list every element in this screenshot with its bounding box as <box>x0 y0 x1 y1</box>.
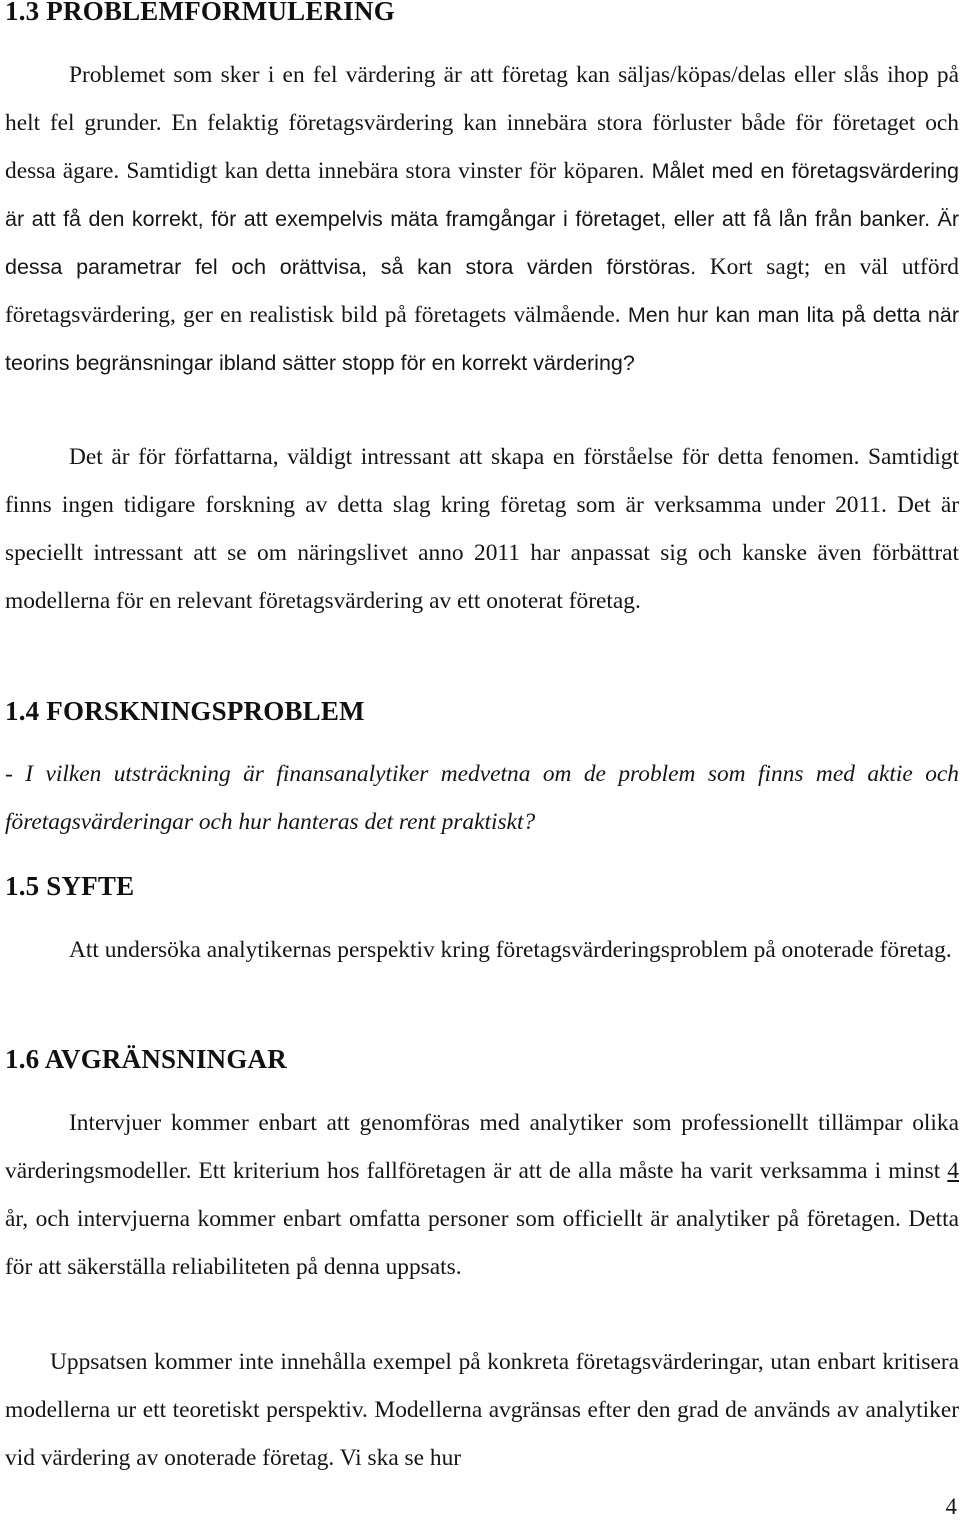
paragraph-avgransningar-2: Uppsatsen kommer inte innehålla exempel på konkreta företagsvärderingar, utan enbart kritisera modellerna ur ett teoretiskt perspektiv. Modellerna avgränsas efter den grad de används av analytiker vid värdering av onoterade företag. Vi ska se hur <box>5 1349 959 1471</box>
heading-syfte: 1.5 SYFTE <box>5 871 135 901</box>
paragraph-text-sans: Men hur kan man lita på detta när teorins begränsningar ibland sätter stopp för en korrekt värdering? <box>5 303 959 375</box>
paragraph-syfte: Att undersöka analytikernas perspektiv kring företagsvärderingsproblem på onoterade företag. <box>69 937 952 963</box>
heading-forskningsproblem: 1.4 FORSKNINGSPROBLEM <box>5 696 365 726</box>
paragraph-text-sans: Är dessa parametrar fel och orättvisa, så kan stora värden förstöras. <box>5 207 959 279</box>
heading-problemformulering: 1.3 PROBLEMFORMULERING <box>5 0 395 26</box>
paragraph-problemformulering-2: Det är för författarna, väldigt intressant att skapa en förståelse för detta fenomen. Samtidigt finns ingen tidigare forskning av detta slag kring företag som är verksamma under 2011. Det är speciellt intressant att se om näringslivet anno 2011 har anpassat sig och kanske även förbättrat modellerna för en relevant företagsvärdering av ett onoterat företag. <box>5 444 959 614</box>
paragraph-text: Kort sagt; en väl utförd företagsvärdering, ger en realistisk bild på företagets välmående. <box>5 254 960 328</box>
paragraph-avgransningar-1 <box>5 1099 959 1291</box>
paragraph-problemformulering-1 <box>5 51 959 387</box>
document-page <box>5 0 959 1522</box>
heading-avgransningar: 1.6 AVGRÄNSNINGAR <box>5 1044 287 1074</box>
underlined-number: 4 <box>947 1158 959 1184</box>
paragraph-text-sans: Målet med en företagsvärdering är att få den korrekt, för att exempelvis mäta framgångar i företaget, eller att få lån från banker. <box>5 159 959 231</box>
paragraph-text: år, och intervjuerna kommer enbart omfatta personer som officiellt är analytiker på företagen. Detta för att säkerställa reliabiliteten på denna uppsats. <box>5 1206 959 1280</box>
paragraph-text: Problemet som sker i en fel värdering är att företag kan säljas/köpas/delas eller slås ihop på helt fel grunder. En felaktig företagsvärdering kan innebära stora förluster både för företaget och dessa ägare. Samtidigt kan detta innebära stora vinster för köparen. <box>5 62 959 184</box>
page-number: 4 <box>945 1494 957 1519</box>
paragraph-text: Intervjuer kommer enbart att genomföras med analytiker som professionellt tillämpar olika värderingsmodeller. Ett kriterium hos fallföretagen är att de alla måste ha varit verksamma i minst <box>5 1110 959 1184</box>
research-question: - I vilken utsträckning är finansanalytiker medvetna om de problem som finns med aktie och företagsvärderingar och hur hanteras det rent praktiskt? <box>5 761 959 835</box>
